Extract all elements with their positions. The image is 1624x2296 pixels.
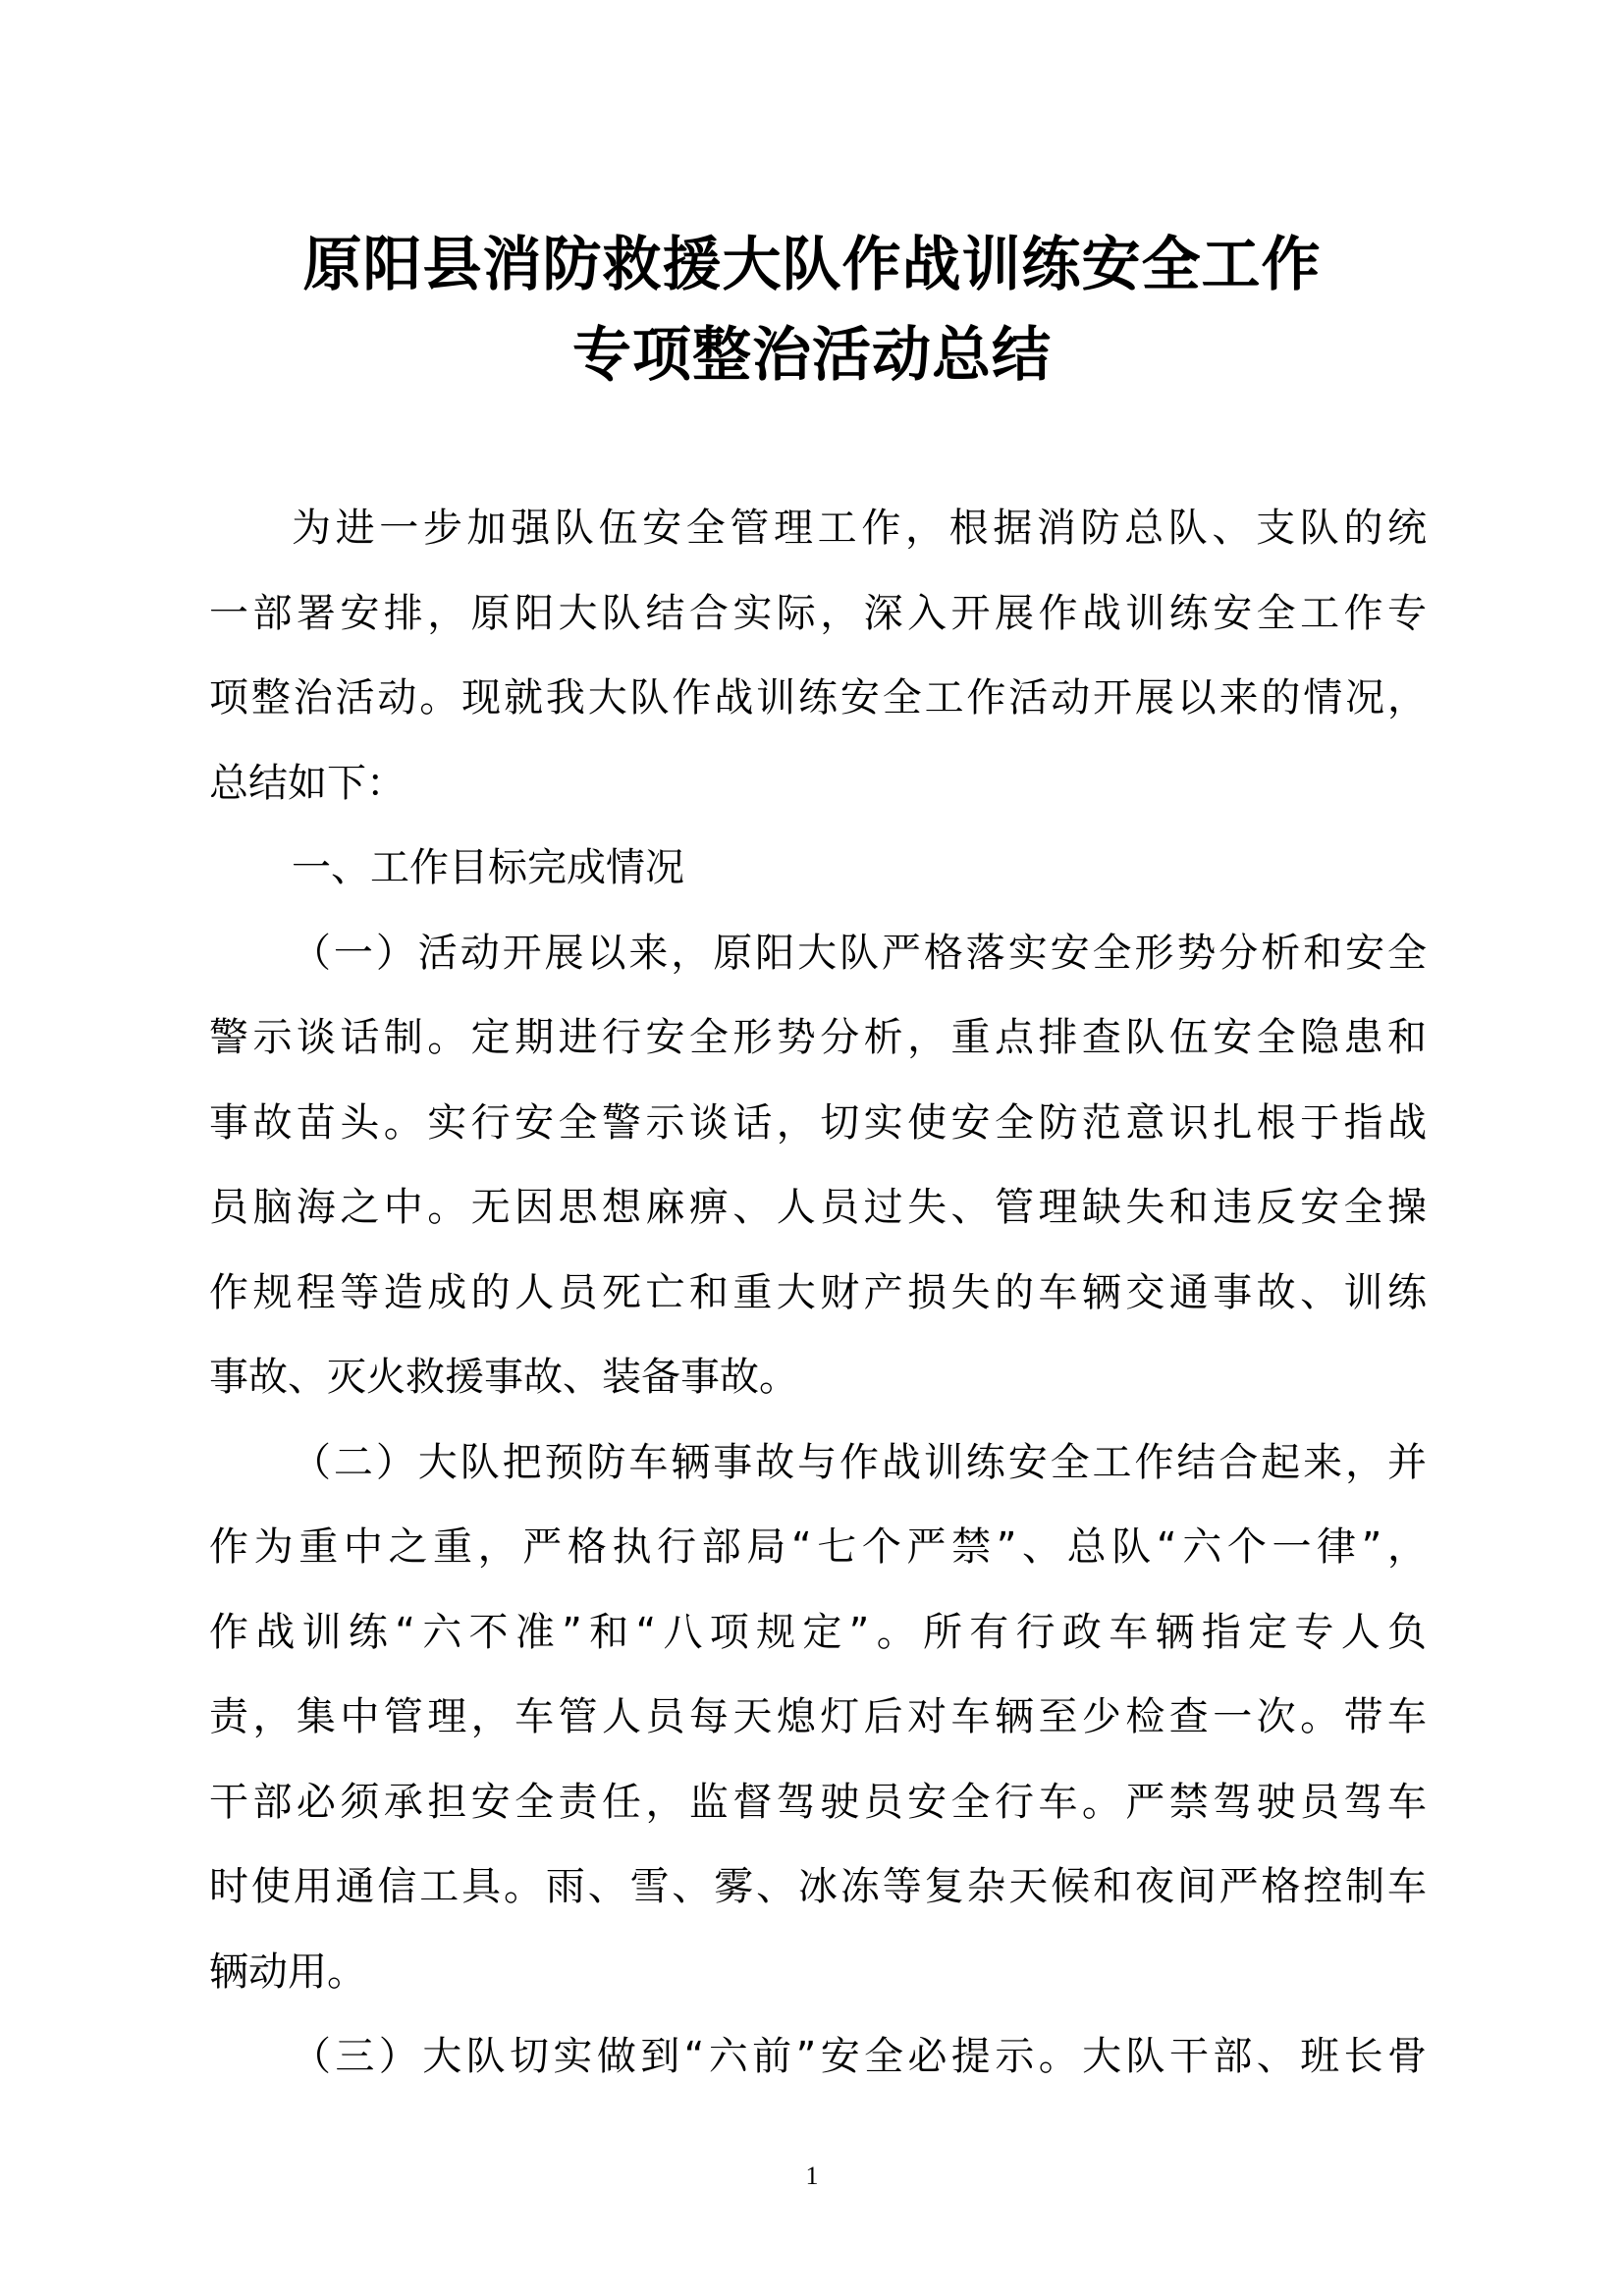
paragraph-2-line: 作战训练“六不准”和“八项规定”。所有行政车辆指定专人负 (209, 1609, 1427, 1655)
document-body (209, 486, 1427, 2100)
paragraph-2-line: 作为重中之重，严格执行部局“七个严禁”、总队“六个一律”， (209, 1524, 1427, 1570)
paragraph-intro-line: 总结如下： (209, 760, 406, 806)
paragraph-2-line: 责，集中管理，车管人员每天熄灯后对车辆至少检查一次。带车 (209, 1694, 1427, 1739)
paragraph-1-line: 警示谈话制。定期进行安全形势分析，重点排查队伍安全隐患和 (209, 1015, 1427, 1060)
paragraph-intro-line: 一部署安排，原阳大队结合实际，深入开展作战训练安全工作专 (209, 590, 1427, 636)
document-title-line-1: 原阳县消防救援大队作战训练安全工作 (302, 231, 1322, 299)
paragraph-1-line: 作规程等造成的人员死亡和重大财产损失的车辆交通事故、训练 (209, 1269, 1427, 1315)
paragraph-2-line: 时使用通信工具。雨、雪、雾、冰冻等复杂天候和夜间严格控制车 (209, 1864, 1427, 1909)
paragraph-1-line: 事故苗头。实行安全警示谈话，切实使安全防范意识扎根于指战 (209, 1099, 1427, 1146)
paragraph-intro-line: 项整治活动。现就我大队作战训练安全工作活动开展以来的情况， (209, 675, 1427, 721)
paragraph-3-line: （三）大队切实做到“六前”安全必提示。大队干部、班长骨 (292, 2034, 1427, 2079)
section-heading: 一、工作目标完成情况 (292, 845, 684, 890)
paragraph-1-line: 员脑海之中。无因思想麻痹、人员过失、管理缺失和违反安全操 (209, 1185, 1427, 1230)
paragraph-1-line: （一）活动开展以来，原阳大队严格落实安全形势分析和安全 (292, 930, 1427, 976)
paragraph-2-line: 辆动用。 (209, 1949, 366, 1995)
paragraph-1-line: 事故、灭火救援事故、装备事故。 (209, 1355, 798, 1400)
paragraph-2-line: 干部必须承担安全责任，监督驾驶员安全行车。严禁驾驶员驾车 (209, 1779, 1427, 1825)
document-title-line-2: 专项整治活动总结 (572, 321, 1052, 390)
paragraph-2-line: （二）大队把预防车辆事故与作战训练安全工作结合起来，并 (292, 1439, 1427, 1485)
page-number: 1 (805, 2162, 819, 2190)
paragraph-intro-line: 为进一步加强队伍安全管理工作，根据消防总队、支队的统 (292, 506, 1427, 551)
